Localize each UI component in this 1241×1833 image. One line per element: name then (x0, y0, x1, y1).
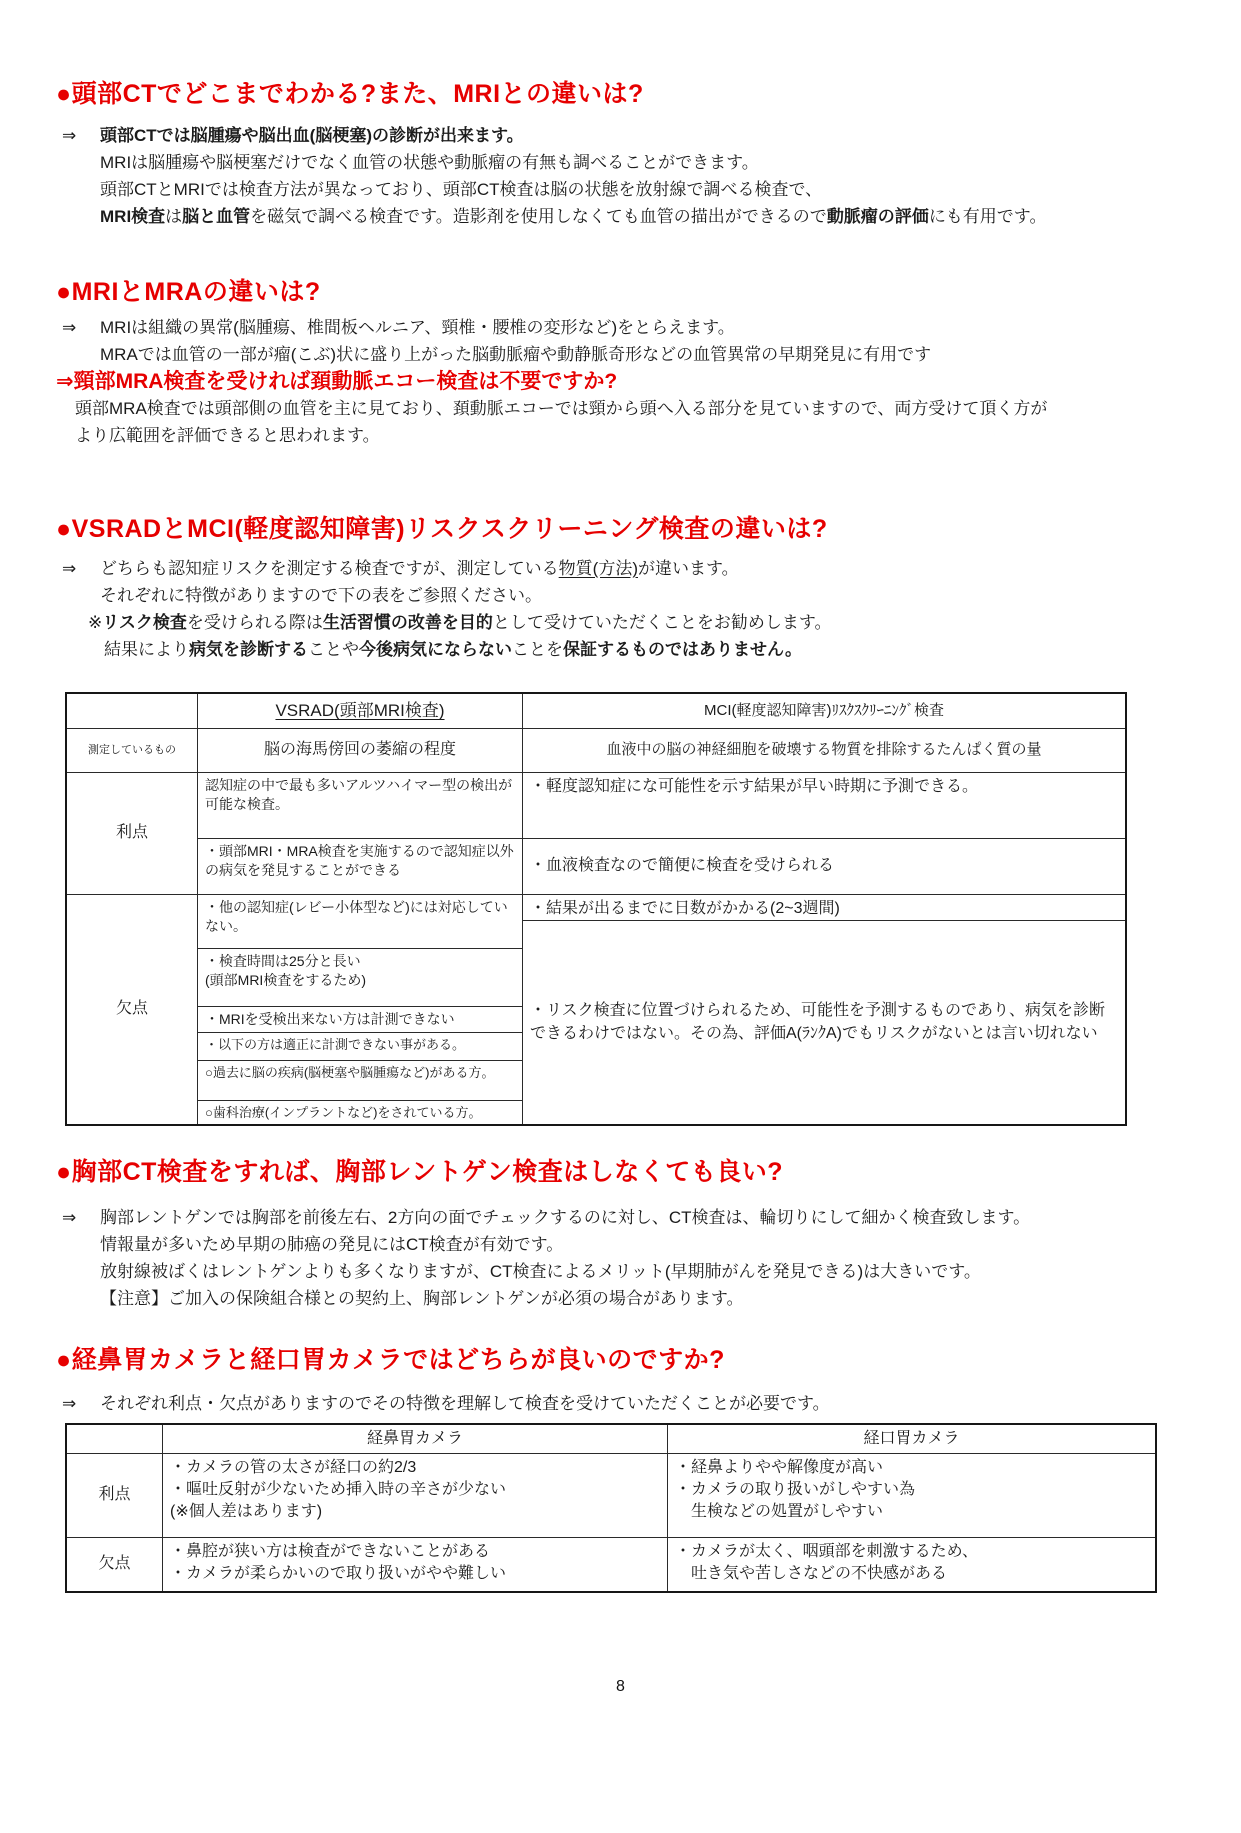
row-label-demerit (67, 894, 197, 1124)
text-run: MRIは組織の異常(脳腫瘍、椎間板ヘルニア、頸椎・腰椎の変形など)をとらえます。 (100, 318, 735, 337)
vsrad-demerit-cell (198, 1060, 522, 1100)
para-vsrad-mci (56, 555, 1185, 663)
arrow-marker: ⇒ (62, 318, 77, 337)
cell-text: ・MRIを受検出来ない方は計測できない (205, 1011, 455, 1027)
para-gastro-camera (56, 1390, 1185, 1417)
mci-demerit-cell (523, 920, 1125, 1124)
cell-text: ・結果が出るまでに日数がかかる(2~3週間) (530, 900, 840, 917)
text-run: どちらも認知症リスクを測定する検査ですが、測定している物質(方法)が違います。 (100, 559, 739, 578)
text-line (56, 176, 1185, 203)
text-run: ※リスク検査を受けられる際は生活習慣の改善を目的として受けていただくことをお勧めします。 (88, 613, 832, 632)
cell-text: VSRAD(頭部MRI検査) (275, 701, 445, 721)
cell-text: ○歯科治療(インプラントなど)をされている方。 (205, 1105, 482, 1120)
table2-nasal-column (162, 1425, 667, 1591)
mci-merit-cell (523, 838, 1125, 894)
text-line (56, 1390, 1185, 1417)
cell-text: 利点 (115, 824, 148, 842)
text-line (56, 395, 1185, 422)
cell-text: ・血液検査なので簡便に検査を受けられる (530, 857, 835, 875)
cell-text: 欠点 (98, 1555, 131, 1573)
page-number: 8 (616, 1678, 625, 1695)
cell-text: 脳の海馬傍回の萎縮の程度 (263, 741, 456, 759)
text-line (56, 555, 1185, 582)
heading-vsrad-mci: ●VSRADとMCI(軽度認知障害)リスクスクリーニング検査の違いは? (56, 515, 828, 543)
cell-text: 経鼻胃カメラ (366, 1429, 463, 1447)
oral-demerit-cell (668, 1537, 1155, 1591)
vsrad-demerit-cell (198, 1032, 522, 1060)
para-chest-ct (56, 1204, 1185, 1312)
text-run: 頭部MRA検査では頭部側の血管を主に見ており、頚動脈エコーでは頸から頭へ入る部分を見ていますので、両方受けて頂く方が (75, 399, 1048, 418)
nasal-header-cell (163, 1425, 667, 1453)
cell-text: ・他の認知症(レビー小体型など)には対応していない。 (205, 899, 508, 935)
text-run: 胸部レントゲンでは胸部を前後左右、2方向の面でチェックするのに対し、CT検査は、輪切りにして細かく検査致します。 (100, 1208, 1031, 1227)
table1-mci-column (522, 694, 1125, 1124)
vsrad-merit-cell (198, 838, 522, 894)
vsrad-merit-cell (198, 772, 522, 838)
table2-label-column (67, 1425, 162, 1591)
cell-text: ・カメラが太く、咽頭部を刺激するため、 吐き気や苦しさなどの不快感がある (675, 1543, 979, 1583)
cell-text: MCI(軽度認知障害)ﾘｽｸｽｸﾘｰﾆﾝｸﾞ検査 (704, 701, 944, 719)
row-label-merit (67, 1453, 162, 1537)
vsrad-measuring-cell (198, 728, 522, 772)
vsrad-demerit-cell (198, 948, 522, 1006)
text-line (56, 203, 1185, 230)
table1-label-column (67, 694, 197, 1124)
mci-header-cell (523, 694, 1125, 728)
arrow-marker: ⇒ (62, 559, 77, 578)
vsrad-mci-comparison-table (65, 692, 1127, 1126)
vsrad-demerit-cell (198, 894, 522, 948)
arrow-marker: ⇒ (62, 1208, 77, 1227)
text-line (56, 582, 1185, 609)
text-line (56, 609, 1185, 636)
text-line (56, 341, 1185, 368)
text-run: MRAでは血管の一部が瘤(こぶ)状に盛り上がった脳動脈瘤や動静脈奇形などの血管異常の早期発見に有用です (100, 345, 932, 364)
nasal-merit-cell (163, 1453, 667, 1537)
row-label-demerit (67, 1537, 162, 1591)
text-run: MRIは脳腫瘍や脳梗塞だけでなく血管の状態や動脈瘤の有無も調べることができます。 (100, 153, 759, 172)
mci-demerit-cell (523, 894, 1125, 920)
para-mra-vs-echo (56, 395, 1185, 449)
text-run: 放射線被ばくはレントゲンよりも多くなりますが、CT検査によるメリット(早期肺がんを発見できる)は大きいです。 (100, 1262, 981, 1281)
text-line (56, 1231, 1185, 1258)
table-cell (67, 1425, 162, 1453)
text-line (56, 636, 1185, 663)
text-line (56, 149, 1185, 176)
text-line (56, 422, 1185, 449)
heading-gastro-camera: ●経鼻胃カメラと経口胃カメラではどちらが良いのですか? (56, 1346, 725, 1374)
heading-mri-mra: ●MRIとMRAの違いは? (56, 278, 321, 306)
table1-vsrad-column (197, 694, 522, 1124)
vsrad-demerit-cell (198, 1100, 522, 1124)
document-page (0, 78, 1241, 1696)
table2-oral-column (667, 1425, 1155, 1591)
cell-text: ・軽度認知症にな可能性を示す結果が早い時期に予測できる。 (530, 778, 979, 795)
subheading-mra-vs-echo: ⇒頸部MRA検査を受ければ頚動脈エコー検査は不要ですか? (56, 370, 618, 393)
mci-measuring-cell (523, 728, 1125, 772)
cell-text: 利点 (98, 1486, 131, 1504)
text-run: より広範囲を評価できると思われます。 (75, 426, 380, 445)
cell-text: 血液中の脳の神経細胞を破壊する物質を排除するたんぱく質の量 (606, 741, 1042, 759)
cell-text: ・以下の方は適正に計測できない事がある。 (205, 1037, 466, 1052)
text-run: 頭部CTでは脳腫瘍や脳出血(脳梗塞)の診断が出来ます。 (100, 126, 524, 145)
cell-text: ・鼻腔が狭い方は検査ができないことがある ・カメラが柔らかいので取り扱いがやや難しい (170, 1543, 507, 1583)
para-head-ct (56, 122, 1185, 230)
text-line (56, 122, 1185, 149)
vsrad-demerit-cell (198, 1006, 522, 1032)
row-label-measuring (67, 728, 197, 772)
text-line (56, 1285, 1185, 1312)
cell-text: ・頭部MRI・MRA検査を実施するので認知症以外の病気を発見することができる (205, 843, 514, 879)
cell-text: ・経鼻よりやや解像度が高い ・カメラの取り扱いがしやすい為 生検などの処置がしやすい (675, 1459, 916, 1521)
para-mri-mra (56, 314, 1185, 368)
heading-chest-ct: ●胸部CT検査をすれば、胸部レントゲン検査はしなくても良い? (56, 1158, 784, 1186)
text-run: 結果により病気を診断することや今後病気にならないことを保証するものではありません。 (104, 640, 803, 659)
oral-header-cell (668, 1425, 1155, 1453)
cell-text: 欠点 (115, 1000, 148, 1018)
cell-text: 認知症の中で最も多いアルツハイマー型の検出が可能な検査。 (205, 777, 513, 813)
nasal-demerit-cell (163, 1537, 667, 1591)
text-line (56, 314, 1185, 341)
cell-text: 測定しているもの (88, 743, 176, 756)
text-run: 【注意】ご加入の保険組合様との契約上、胸部レントゲンが必須の場合があります。 (100, 1289, 744, 1308)
text-run: それぞれ利点・欠点がありますのでその特徴を理解して検査を受けていただくことが必要です。 (100, 1394, 830, 1413)
cell-text: ○過去に脳の疾病(脳梗塞や脳腫瘍など)がある方。 (205, 1065, 495, 1080)
cell-text: ・カメラの管の太さが経口の約2/3 ・嘔吐反射が少ないため挿入時の辛さが少ない (※個人差はあります) (170, 1459, 507, 1521)
cell-text: ・検査時間は25分と長い (頭部MRI検査をするため) (205, 953, 366, 989)
text-line (56, 1258, 1185, 1285)
arrow-marker: ⇒ (62, 1394, 77, 1413)
text-run: 情報量が多いため早期の肺癌の発見にはCT検査が有効です。 (100, 1235, 564, 1254)
cell-text: ・リスク検査に位置づけられるため、可能性を予測するものであり、病気を診断できるわけではない。その為、評価A(ﾗﾝｸA)でもリスクがないとは言い切れない (530, 1002, 1106, 1042)
table-cell (67, 694, 197, 728)
text-run: それぞれに特徴がありますので下の表をご参照ください。 (100, 586, 542, 605)
mci-merit-cell (523, 772, 1125, 838)
cell-text: 経口胃カメラ (863, 1429, 960, 1447)
text-line (56, 1204, 1185, 1231)
arrow-marker: ⇒ (62, 126, 77, 145)
row-label-merit (67, 772, 197, 894)
gastro-camera-comparison-table (65, 1423, 1157, 1593)
oral-merit-cell (668, 1453, 1155, 1537)
vsrad-header-cell (198, 694, 522, 728)
text-run: 頭部CTとMRIでは検査方法が異なっており、頭部CT検査は脳の状態を放射線で調べる検査で、 (100, 180, 823, 199)
heading-head-ct: ●頭部CTでどこまでわかる?また、MRIとの違いは? (56, 80, 644, 108)
text-run: MRI検査は脳と血管を磁気で調べる検査です。造影剤を使用しなくても血管の描出ができるので動脈瘤の評価にも有用です。 (100, 207, 1047, 226)
